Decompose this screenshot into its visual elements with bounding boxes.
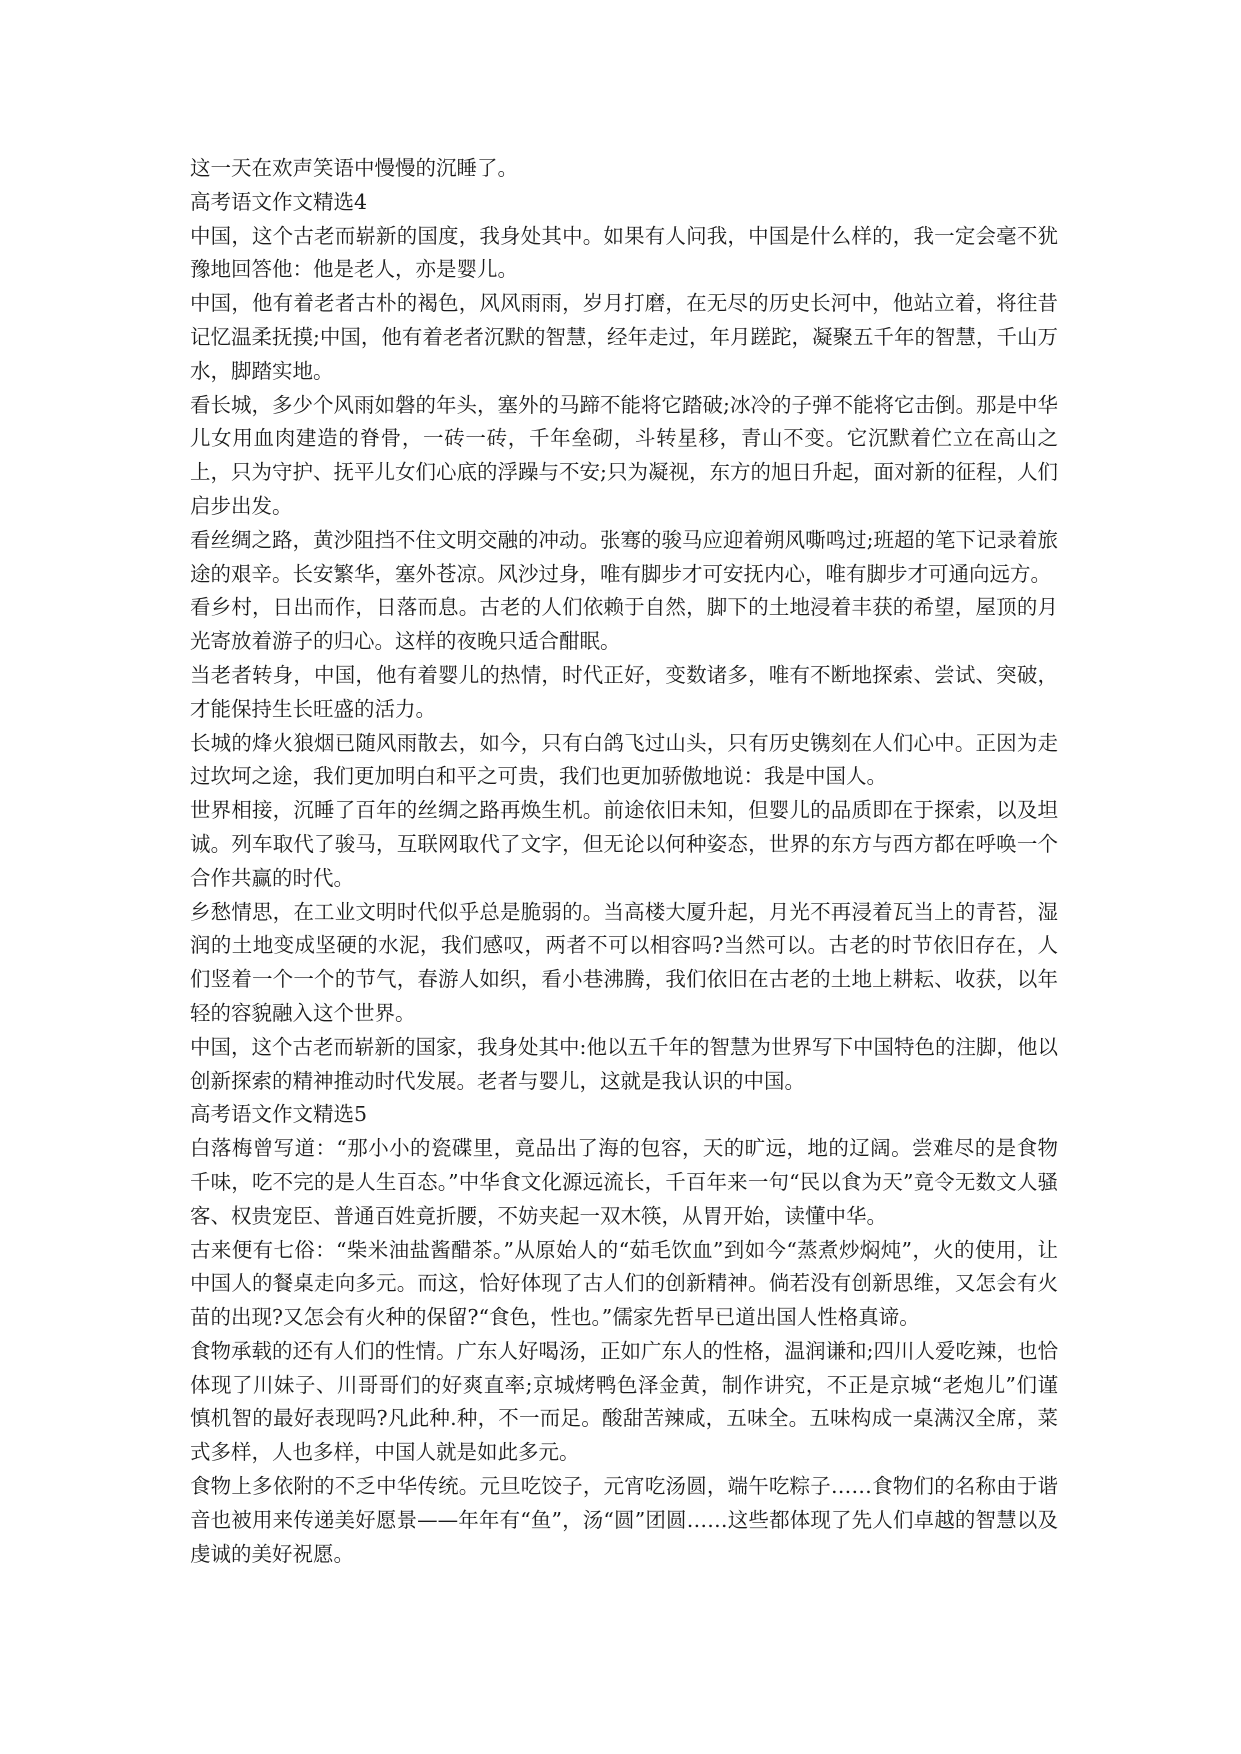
- document-body: [190, 152, 1058, 1571]
- paragraph: 食物承载的还有人们的性情。广东人好喝汤，正如广东人的性格，温润谦和;四川人爱吃辣，也恰体现了川妹子、川哥哥们的好爽直率;京城烤鸭色泽金黄，制作讲究，不正是京城“老炮儿”们谨慎机智的最好表现吗?凡此种.种，不一而足。酸甜苦辣咸，五味全。五味构成一桌满汉全席，菜式多样，人也多样，中国人就是如此多元。: [190, 1338, 1058, 1465]
- section-heading: 高考语文作文精选5: [190, 1102, 368, 1127]
- section-heading: 高考语文作文精选4: [190, 189, 368, 214]
- paragraph: 中国，这个古老而崭新的国度，我身处其中。如果有人问我，中国是什么样的，我一定会毫不犹豫地回答他：他是老人，亦是婴儿。: [190, 223, 1058, 282]
- paragraph: 看长城，多少个风雨如磐的年头，塞外的马蹄不能将它踏破;冰冷的子弹不能将它击倒。那是中华儿女用血肉建造的脊骨，一砖一砖，千年垒砌，斗转星移，青山不变。它沉默着伫立在高山之上，只为守护、抚平儿女们心底的浮躁与不安;只为凝视，东方的旭日升起，面对新的征程，人们启步出发。: [190, 392, 1058, 518]
- paragraph: 中国，他有着老者古朴的褐色，风风雨雨，岁月打磨，在无尽的历史长河中，他站立着，将往昔记忆温柔抚摸;中国，他有着老者沉默的智慧，经年走过，年月蹉跎，凝聚五千年的智慧，千山万水，脚踏实地。: [190, 291, 1058, 383]
- paragraph: 看乡村，日出而作，日落而息。古老的人们依赖于自然，脚下的土地浸着丰获的希望，屋顶的月光寄放着游子的归心。这样的夜晚只适合酣眠。: [190, 595, 1058, 654]
- paragraph: 古来便有七俗：“柴米油盐酱醋茶。”从原始人的“茹毛饮血”到如今“蒸煮炒焖炖”，火的使用，让中国人的餐桌走向多元。而这，恰好体现了古人们的创新精神。倘若没有创新思维，又怎会有火苗的出现?又怎会有火种的保留?“食色，性也。”儒家先哲早已道出国人性格真谛。: [190, 1237, 1058, 1330]
- paragraph: 当老者转身，中国，他有着婴儿的热情，时代正好，变数诸多，唯有不断地探索、尝试、突破，才能保持生长旺盛的活力。: [190, 662, 1058, 721]
- paragraph: 乡愁情思，在工业文明时代似乎总是脆弱的。当高楼大厦升起，月光不再浸着瓦当上的青苔，湿润的土地变成坚硬的水泥，我们感叹，两者不可以相容吗?当然可以。古老的时节依旧存在，人们竖着一个一个的节气，春游人如织，看小巷沸腾，我们依旧在古老的土地上耕耘、收获，以年轻的容貌融入这个世界。: [190, 899, 1058, 1025]
- paragraph: 看丝绸之路，黄沙阻挡不住文明交融的冲动。张骞的骏马应迎着朔风嘶鸣过;班超的笔下记录着旅途的艰辛。长安繁华，塞外苍凉。风沙过身，唯有脚步才可安抚内心，唯有脚步才可通向远方。: [190, 527, 1058, 586]
- paragraph: 长城的烽火狼烟已随风雨散去，如今，只有白鸽飞过山头，只有历史镌刻在人们心中。正因为走过坎坷之途，我们更加明白和平之可贵，我们也更加骄傲地说：我是中国人。: [190, 730, 1058, 789]
- paragraph: 世界相接，沉睡了百年的丝绸之路再焕生机。前途依旧未知，但婴儿的品质即在于探索，以及坦诚。列车取代了骏马，互联网取代了文字，但无论以何种姿态，世界的东方与西方都在呼唤一个合作共赢的时代。: [190, 798, 1058, 890]
- paragraph: 这一天在欢声笑语中慢慢的沉睡了。: [190, 156, 518, 180]
- paragraph: 食物上多依附的不乏中华传统。元旦吃饺子，元宵吃汤圆，端午吃粽子……食物们的名称由于谐音也被用来传递美好愿景——年年有“鱼”，汤“圆”团圆……这些都体现了先人们卓越的智慧以及虔诚的美好祝愿。: [190, 1474, 1058, 1566]
- paragraph: 白落梅曾写道：“那小小的瓷碟里，竟品出了海的包容，天的旷远，地的辽阔。尝难尽的是食物千味，吃不完的是人生百态。”中华食文化源远流长，千百年来一句“民以食为天”竟令无数文人骚客、权贵宠臣、普通百姓竟折腰，不妨夹起一双木筷，从胃开始，读懂中华。: [190, 1136, 1058, 1228]
- paragraph: 中国，这个古老而崭新的国家，我身处其中:他以五千年的智慧为世界写下中国特色的注脚，他以创新探索的精神推动时代发展。老者与婴儿，这就是我认识的中国。: [190, 1034, 1058, 1093]
